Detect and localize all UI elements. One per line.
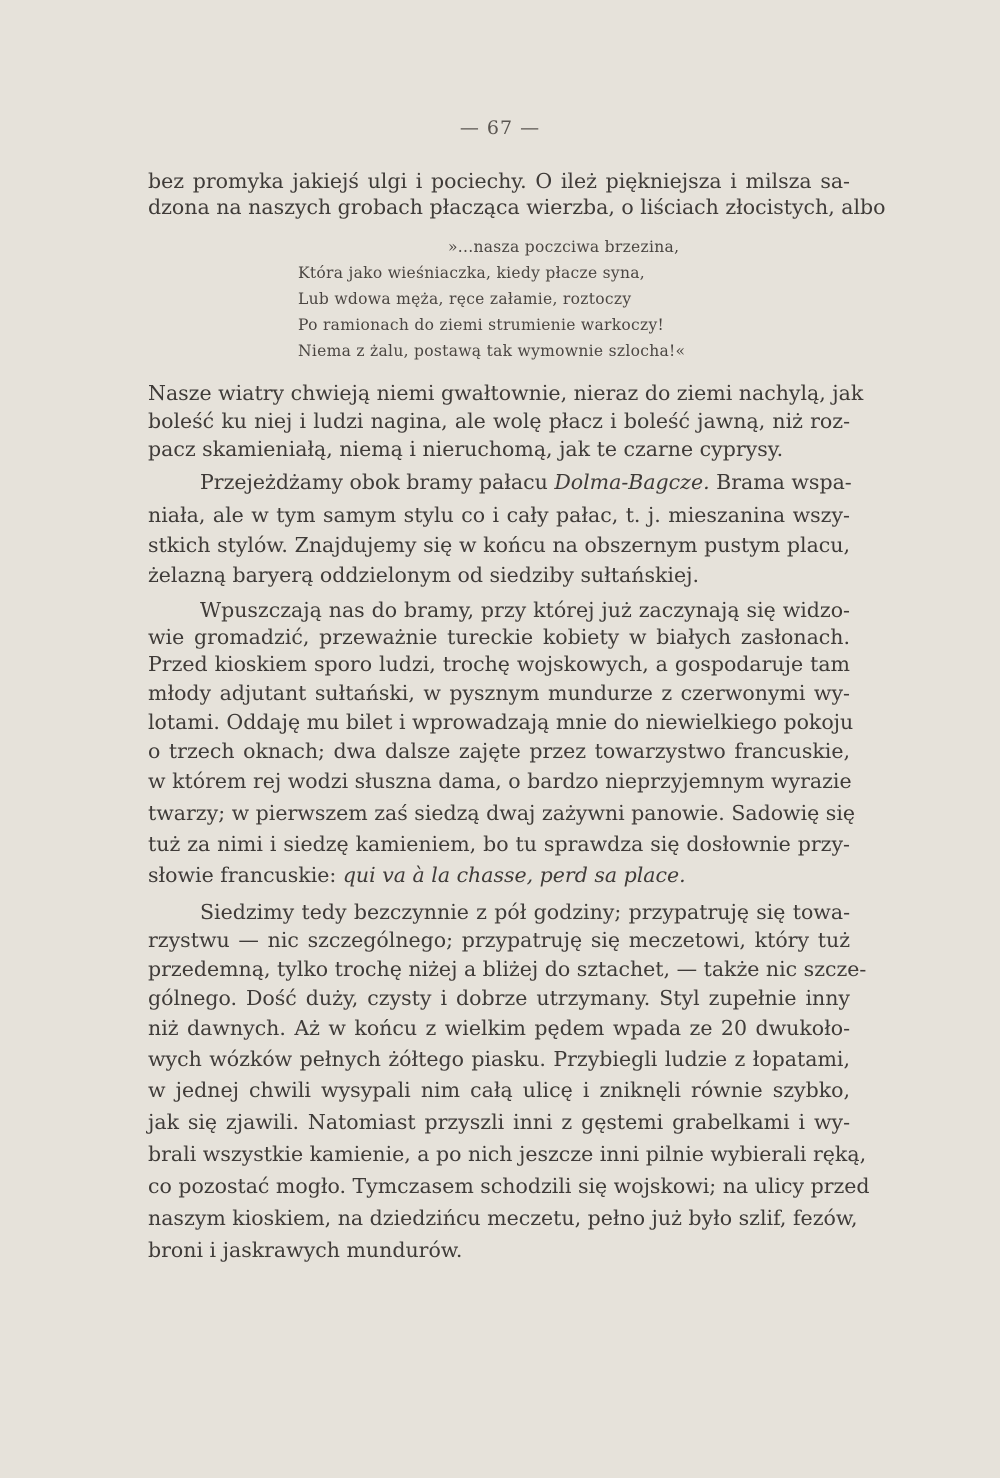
text-line: w którem rej wodzi słuszna dama, o bardzo nieprzyjemnym wyrazie bbox=[148, 769, 852, 793]
text-span: Przejeżdżamy obok bramy pałacu bbox=[200, 470, 555, 494]
text-line: Siedzimy tedy bezczynnie z pół godziny; przypatruję się towa- bbox=[200, 900, 850, 924]
text-line: pacz skamieniałą, niemą i nieruchomą, jak te czarne cyprysy. bbox=[148, 437, 784, 461]
palace-name: Dolma-Bagcze. bbox=[554, 470, 710, 494]
verse-line: »...nasza poczciwa brzezina, bbox=[448, 238, 680, 256]
text-line: niż dawnych. Aż w końcu z wielkim pędem wpada ze 20 dwukoło- bbox=[148, 1016, 850, 1040]
text-line: Przed kioskiem sporo ludzi, trochę wojskowych, a gospodaruje tam bbox=[148, 652, 850, 676]
verse-line: Po ramionach do ziemi strumienie warkoczy! bbox=[298, 316, 665, 334]
text-line: niała, ale w tym samym stylu co i cały pałac, t. j. mieszanina wszy- bbox=[148, 503, 850, 527]
text-line: lotami. Oddaję mu bilet i wprowadzają mnie do niewielkiego pokoju bbox=[148, 710, 854, 734]
verse-line: Która jako wieśniaczka, kiedy płacze syna, bbox=[298, 264, 646, 282]
text-line: rzystwu — nic szczególnego; przypatruję się meczetowi, który tuż bbox=[148, 928, 850, 952]
text-line: żelazną baryerą oddzielonym od siedziby sułtańskiej. bbox=[148, 563, 699, 587]
text-line: twarzy; w pierwszem zaś siedzą dwaj zażywni panowie. Sadowię się bbox=[148, 801, 856, 825]
french-proverb: qui va à la chasse, perd sa place. bbox=[342, 863, 686, 887]
text-line: o trzech oknach; dwa dalsze zajęte przez towarzystwo francuskie, bbox=[148, 739, 850, 763]
page-number: — 67 — bbox=[459, 117, 541, 139]
text-line: jak się zjawili. Natomiast przyszli inni z gęstemi grabelkami i wy- bbox=[148, 1110, 850, 1134]
text-line: przedemną, tylko trochę niżej a bliżej do sztachet, — także nic szcze- bbox=[148, 957, 867, 981]
text-line: młody adjutant sułtański, w pysznym mundurze z czerwonymi wy- bbox=[148, 681, 850, 705]
text-line: Wpuszczają nas do bramy, przy której już zaczynają się widzo- bbox=[200, 598, 850, 622]
text-line bbox=[148, 862, 850, 888]
text-line: dzona na naszych grobach płacząca wierzba, o liściach złocistych, albo bbox=[148, 195, 886, 219]
text-line: w jednej chwili wysypali nim całą ulicę i zniknęli równie szybko, bbox=[148, 1078, 850, 1102]
text-line: broni i jaskrawych mundurów. bbox=[148, 1238, 463, 1262]
text-line: tuż za nimi i siedzę kamieniem, bo tu sprawdza się dosłownie przy- bbox=[148, 832, 850, 856]
text-line: bez promyka jakiejś ulgi i pociechy. O ileż piękniejsza i milsza sa- bbox=[148, 169, 850, 193]
text-line: stkich stylów. Znajdujemy się w końcu na obszernym pustym placu, bbox=[148, 533, 850, 557]
text-line: gólnego. Dość duży, czysty i dobrze utrzymany. Styl zupełnie inny bbox=[148, 986, 850, 1010]
verse-line: Lub wdowa męża, ręce załamie, roztoczy bbox=[298, 290, 632, 308]
text-line: Nasze wiatry chwieją niemi gwałtownie, nieraz do ziemi nachylą, jak bbox=[148, 381, 864, 405]
text-line: brali wszystkie kamienie, a po nich jeszcze inni pilnie wybierali ręką, bbox=[148, 1142, 867, 1166]
text-line: co pozostać mogło. Tymczasem schodzili się wojskowi; na ulicy przed bbox=[148, 1174, 870, 1198]
text-span: Brama wspa- bbox=[709, 470, 852, 494]
text-line: wych wózków pełnych żółtego piasku. Przybiegli ludzie z łopatami, bbox=[148, 1047, 850, 1071]
text-span: słowie francuskie: bbox=[148, 863, 343, 887]
text-line: naszym kioskiem, na dziedzińcu meczetu, pełno już było szlif, fezów, bbox=[148, 1206, 858, 1230]
text-line: wie gromadzić, przeważnie tureckie kobiety w białych zasłonach. bbox=[148, 625, 850, 649]
text-line bbox=[200, 469, 850, 495]
verse-line: Niema z żalu, postawą tak wymownie szlocha!« bbox=[298, 342, 686, 360]
text-line: boleść ku niej i ludzi nagina, ale wolę płacz i boleść jawną, niż roz- bbox=[148, 409, 850, 433]
